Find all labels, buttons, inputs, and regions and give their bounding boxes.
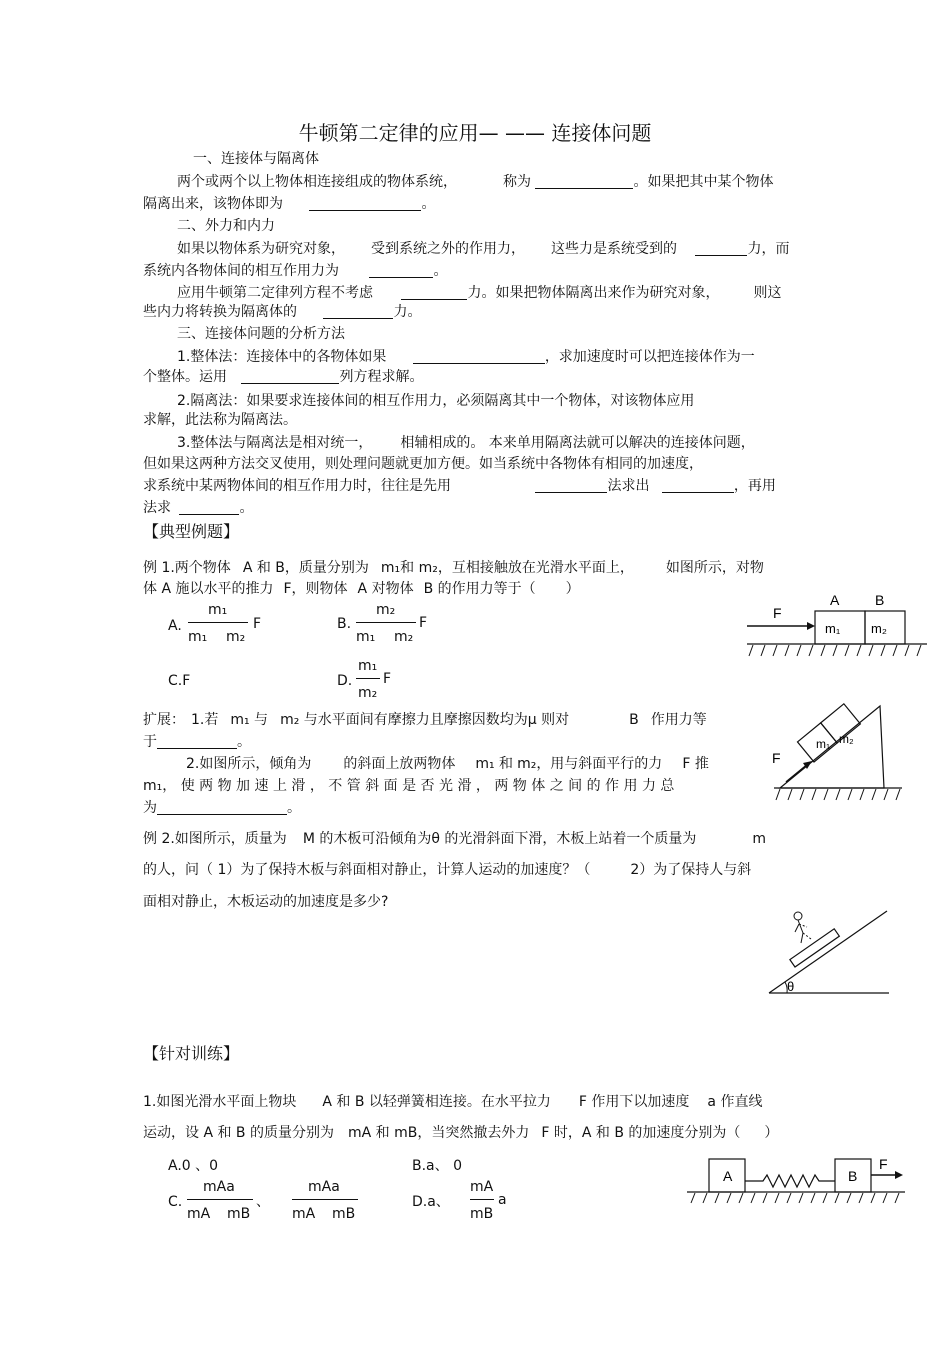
numerator: mA [470, 1179, 494, 1195]
text: B 的作用力等于（ [423, 581, 536, 597]
fill-blank [535, 478, 607, 493]
text: 应用牛顿第二定律列方程不考虑 [177, 285, 373, 301]
block-a-label: A [723, 1168, 733, 1184]
section1-heading: 一、连接体与隔离体 [193, 151, 319, 167]
text: m₁ 与 [230, 712, 269, 728]
text: 。 [433, 263, 448, 279]
ext-line2 [143, 733, 251, 751]
text: 如图所示，对物 [665, 560, 764, 576]
text: ，求加速度时可以把连接体作为一 [544, 349, 755, 365]
denominator-1: mA [187, 1206, 211, 1222]
text: 称为 [503, 174, 531, 190]
section3-heading: 三、连接体问题的分析方法 [177, 326, 345, 342]
s3-line3: 2.隔离法：如果要求连接体间的相互作用力，必须隔离其中一个物体，对该物体应用 [177, 393, 695, 409]
option-d-tail: F [383, 671, 392, 687]
denominator: m₂ [358, 685, 378, 701]
text: A 和 B 以轻弹簧相连接。在水平拉力 [322, 1094, 551, 1110]
text: 两个或两个以上物体相连接组成的物体系统， [177, 174, 457, 190]
text: F 作用下以加速度 [578, 1094, 690, 1110]
s3-line7 [143, 477, 776, 495]
option-d-fraction [354, 658, 384, 704]
fraction-bar [188, 622, 248, 623]
text: 2）为了保持人与斜 [630, 862, 752, 878]
text: 3.整体法与隔离法是相对统一， [177, 435, 373, 451]
fill-blank [413, 349, 545, 364]
fraction-bar [292, 1199, 358, 1200]
fill-blank [323, 304, 393, 319]
examples-heading: 【典型例题】 [143, 522, 240, 541]
text: m₁和 m₂，互相接触放在光滑水平面上， [380, 560, 634, 576]
text: 力。如果把物体隔离出来作为研究对象， [467, 285, 720, 301]
numerator: m₁ [358, 658, 378, 674]
figure-blocks-pushed [745, 590, 935, 660]
fill-blank [662, 478, 734, 493]
text: 运动，设 A 和 B 的质量分别为 [143, 1125, 334, 1141]
tr1-option-c-fraction-1 [185, 1179, 255, 1225]
text: m₂，用与斜面平行的力 [517, 756, 663, 772]
text: 力，而 [747, 241, 790, 257]
ext-line5 [143, 799, 301, 817]
s3-line1 [177, 348, 755, 366]
text: F 时，A 和 B 的加速度分别为（ [541, 1125, 741, 1141]
block-b-label: B [848, 1168, 858, 1184]
ex1-line2 [143, 580, 580, 598]
ext-line4: m₁， 使 两 物 加 速 上 滑 ， 不 管 斜 面 是 否 光 滑 ， 两 物 体 之 间 的 作 用 力 总 [143, 778, 675, 794]
s3-line8 [143, 499, 253, 517]
force-label: F [773, 605, 782, 621]
option-b-fraction [354, 602, 418, 648]
s2-line4 [143, 303, 421, 321]
tr1-option-a: A.0 、0 [168, 1158, 219, 1174]
tr1-line1 [143, 1093, 762, 1111]
text: A 和 B，质量分别为 [242, 560, 369, 576]
fraction-bar [356, 622, 416, 623]
text: 相辅相成的。 本来单用隔离法就可以解决的连接体问题， [400, 435, 755, 451]
text: 1.若 [191, 712, 219, 728]
denominator-2: m₂ [394, 629, 414, 645]
numerator: m₁ [208, 602, 228, 618]
text: A 对物体 [357, 581, 414, 597]
ex1-line1 [143, 559, 764, 577]
ex2-line3: 面相对静止，木板运动的加速度是多少? [143, 894, 389, 910]
text: 法求出 [607, 478, 650, 494]
text: 这些力是系统受到的 [551, 241, 677, 257]
training-heading: 【针对训练】 [143, 1044, 240, 1063]
angle-theta-label: θ [787, 979, 795, 994]
denominator-2: m₂ [226, 629, 246, 645]
tr1-option-c-fraction-2 [290, 1179, 360, 1225]
text: F 推 [682, 756, 709, 772]
text: 受到系统之外的作用力， [371, 241, 525, 257]
text: m₁ 和 [475, 756, 514, 772]
denominator-2: mB [332, 1206, 356, 1222]
text: 列方程求解。 [339, 369, 424, 385]
fill-blank [309, 196, 421, 211]
fill-blank [695, 241, 747, 256]
text: 1.整体法：连接体中的各物体如果 [177, 349, 387, 365]
s2-line1 [177, 240, 789, 258]
text: 。 [421, 196, 436, 212]
mass-m2-label: m₂ [839, 732, 854, 746]
tr1-line2 [143, 1124, 778, 1142]
s2-line3 [177, 284, 781, 302]
text: F，则物体 [283, 581, 348, 597]
denominator: mB [470, 1206, 494, 1222]
fill-blank [369, 263, 433, 278]
option-d-label: D. [337, 673, 353, 689]
fill-blank [179, 500, 239, 515]
force-arrow-head [807, 622, 815, 630]
text: 求系统中某两物体间的相互作用力时，往往是先用 [143, 478, 451, 494]
ext-line1 [143, 711, 707, 729]
force-arrow-line [786, 764, 808, 782]
text: ，再用 [733, 478, 776, 494]
text: 为 [143, 800, 157, 816]
text: 扩展： [143, 712, 185, 728]
tr1-option-d-fraction [468, 1179, 498, 1225]
mass-m1-label: m₁ [825, 621, 841, 636]
tr1-option-d-tail: a [498, 1192, 507, 1208]
text: m [752, 831, 766, 847]
fraction-bar [356, 678, 380, 679]
option-a-tail: F [253, 616, 262, 632]
block-a-label: A [830, 592, 840, 608]
ground-hatching [776, 789, 900, 800]
text: 。 [239, 500, 254, 516]
text: 2.如图所示，倾角为 [186, 756, 312, 772]
text: 。 [237, 734, 251, 750]
fill-blank [535, 174, 633, 189]
ex2-line1 [143, 830, 766, 848]
text: 1.如图光滑水平面上物块 [143, 1094, 297, 1110]
numerator: mAa [308, 1179, 340, 1195]
fill-blank [401, 285, 467, 300]
person-icon [794, 912, 811, 943]
s1-line2 [143, 195, 435, 213]
s3-line4: 求解，此法称为隔离法。 [143, 412, 297, 428]
text: 。 [287, 800, 301, 816]
figure-man-on-plank [765, 905, 895, 1000]
tr1-option-c-label: C. [168, 1194, 183, 1210]
text: a 作直线 [707, 1094, 763, 1110]
mass-m2-label: m₂ [871, 621, 887, 636]
tr1-option-d-label: D.a、 [412, 1194, 450, 1210]
fraction-bar [187, 1199, 253, 1200]
option-c-label: C.F [168, 673, 191, 689]
ext-line3 [186, 755, 709, 773]
text: 例 2.如图所示，质量为 [143, 831, 287, 847]
s3-line6: 但如果这两种方法交叉使用，则处理问题就更加方便。如当系统中各物体有相同的加速度， [143, 456, 703, 472]
s3-line2 [143, 368, 423, 386]
text: ） [565, 581, 580, 597]
text: 力。 [393, 304, 422, 320]
text: 隔离出来，该物体即为 [143, 196, 283, 212]
text: 体 A 施以水平的推力 [143, 581, 274, 597]
denominator-2: mB [227, 1206, 251, 1222]
text: 个整体。运用 [143, 369, 227, 385]
figure-incline-blocks [770, 700, 910, 810]
text: B [629, 712, 639, 728]
s1-line1 [177, 173, 773, 191]
tr1-option-c-separator: 、 [256, 1194, 270, 1210]
force-label: F [772, 750, 781, 766]
force-arrow-head [895, 1171, 903, 1179]
text: 则这 [753, 285, 782, 301]
denominator-1: mA [292, 1206, 316, 1222]
text: 些内力将转换为隔离体的 [143, 304, 297, 320]
s2-line2 [143, 262, 447, 280]
tr1-option-b: B.a、 0 [412, 1158, 462, 1174]
denominator-1: m₁ [356, 629, 376, 645]
option-a-fraction [186, 602, 250, 648]
ex2-line2 [143, 861, 751, 879]
text: m₂ 与水平面间有摩擦力且摩擦因数均为μ 则对 [280, 712, 570, 728]
text: 的斜面上放两物体 [343, 756, 456, 772]
figure-spring-blocks [685, 1155, 910, 1205]
option-a-label: A. [168, 618, 182, 634]
spring [745, 1175, 835, 1187]
fill-blank [157, 734, 237, 749]
text: 例 1.两个物体 [143, 560, 231, 576]
numerator: mAa [203, 1179, 235, 1195]
s3-line5 [177, 434, 755, 452]
fill-blank [241, 369, 339, 384]
ground-hatching [749, 645, 921, 656]
fill-blank [157, 800, 287, 815]
text: M 的木板可沿倾角为θ 的光滑斜面下滑，木板上站着一个质量为 [302, 831, 697, 847]
section2-heading: 二、外力和内力 [177, 218, 275, 234]
option-b-tail: F [419, 615, 428, 631]
text: 系统内各物体间的相互作用力为 [143, 263, 339, 279]
fraction-bar [470, 1199, 494, 1200]
text: 的人，问（ 1）为了保持木板与斜面相对静止，计算人运动的加速度？（ [143, 862, 591, 878]
text: mA 和 mB，当突然撤去外力 [347, 1125, 530, 1141]
force-label: F [879, 1156, 888, 1172]
page-title: 牛顿第二定律的应用— —— 连接体问题 [298, 121, 652, 145]
block-b-label: B [875, 592, 885, 608]
text: 。如果把其中某个物体 [633, 174, 774, 190]
ground-hatching [691, 1193, 899, 1203]
text: 如果以物体系为研究对象， [177, 241, 345, 257]
text: 于 [143, 734, 157, 750]
text: 作用力等 [650, 712, 707, 728]
text: 法求 [143, 500, 171, 516]
text: ） [764, 1125, 779, 1141]
denominator-1: m₁ [188, 629, 208, 645]
mass-m1-label: m₁ [816, 737, 831, 751]
option-b-label: B. [337, 616, 352, 632]
numerator: m₂ [376, 602, 396, 618]
